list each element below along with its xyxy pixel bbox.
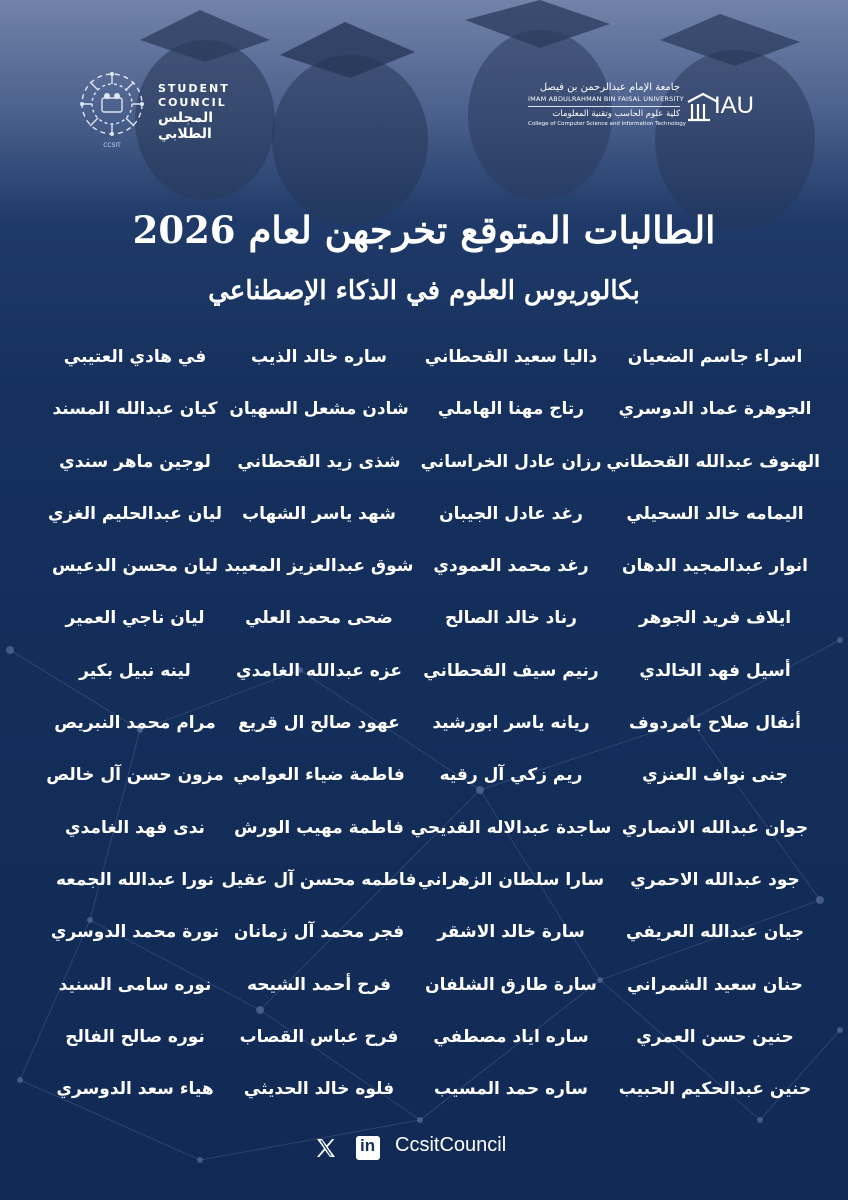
university-abbr: IAU <box>714 92 755 119</box>
university-name-en: IMAM ABDULRAHMAN BIN FAISAL UNIVERSITY <box>528 95 684 103</box>
graduate-name: فرح عباس القصاب <box>239 1026 399 1047</box>
graduate-name: فاطمه محسن آل عقيل <box>221 869 417 890</box>
graduate-name: جود عبدالله الاحمري <box>630 869 800 890</box>
social-handle[interactable]: CcsitCouncil <box>395 1134 507 1156</box>
graduate-name: عزه عبدالله الغامدي <box>235 660 402 681</box>
graduate-name: شذى زيد القحطاني <box>237 451 401 472</box>
graduate-name: حنين عبدالحكيم الحبيب <box>618 1079 812 1100</box>
graduate-name: لوجين ماهر سندي <box>59 451 211 472</box>
graduate-name: انوار عبدالمجيد الدهان <box>621 556 809 577</box>
linkedin-glyph: in <box>360 1136 376 1155</box>
graduate-name: ايلاف فريد الجوهر <box>638 608 792 629</box>
x-icon[interactable] <box>314 1136 338 1160</box>
graduate-name: داليا سعيد القحطاني <box>424 347 598 367</box>
graduate-name: كيان عبدالله المسند <box>52 399 218 420</box>
graduate-name: مزون حسن آل خالص <box>46 765 224 786</box>
logo-divider <box>528 106 680 107</box>
graduate-name: حنان سعيد الشمراني <box>627 974 803 995</box>
graduate-name: الهنوف عبدالله القحطاني <box>606 451 820 472</box>
graduate-name: سارة خالد الاشقر <box>437 922 585 943</box>
graduate-name: ليان ناجي العمير <box>65 608 205 629</box>
graduate-name: جوان عبدالله الانصاري <box>621 817 809 838</box>
emblem-caption: CCSIT <box>103 142 121 149</box>
university-name-ar: جامعة الإمام عبدالرحمن بن فيصل <box>539 82 680 93</box>
graduate-name: رغد عادل الجيبان <box>439 503 583 524</box>
graduate-name: اليمامه خالد السحيلي <box>626 503 804 524</box>
page-subtitle: بكالوريوس العلوم في الذكاء الإصطناعي <box>208 276 640 306</box>
college-name-ar: كلية علوم الحاسب وتقنية المعلومات <box>552 109 680 119</box>
social-footer <box>0 1134 848 1164</box>
linkedin-icon[interactable] <box>356 1136 380 1160</box>
circuit-emblem-icon <box>78 70 146 138</box>
graduate-name: الجوهرة عماد الدوسري <box>618 399 812 420</box>
graduate-name: رزان عادل الخراساني <box>420 451 602 472</box>
graduate-name: ندى فهد الغامدي <box>65 817 205 838</box>
graduate-name: ليان عبدالحليم الغزي <box>47 503 223 524</box>
university-logo <box>528 82 788 142</box>
graduate-name: فلوه خالد الحديثي <box>243 1079 395 1100</box>
council-name-en-line2: COUNCIL <box>158 96 227 109</box>
graduate-name: شادن مشعل السهيان <box>229 399 409 420</box>
graduate-name: ليان محسن الدعيس <box>51 556 219 577</box>
graduate-name: سارا سلطان الزهراني <box>417 869 605 890</box>
graduate-name: ساره خالد الذيب <box>250 347 387 367</box>
graduate-name: ريم زكي آل رقيه <box>439 765 583 786</box>
graduate-name: ريانه ياسر ابورشيد <box>432 713 590 734</box>
graduate-name: مرام محمد النبريص <box>54 713 216 734</box>
names-column-2 <box>406 342 616 1126</box>
graduate-name: ضحى محمد العلي <box>245 608 393 629</box>
graduate-name: اسراء جاسم الضعيان <box>627 347 803 367</box>
graduate-name: شهد ياسر الشهاب <box>242 503 396 524</box>
graduate-name: لينه نبيل بكير <box>79 660 191 681</box>
graduate-name: نورا عبدالله الجمعه <box>55 869 215 890</box>
graduate-name: فاطمة ضياء العوامي <box>233 765 405 786</box>
graduate-name: شوق عبدالعزيز المعيبد <box>224 556 414 577</box>
graduate-name: نوره سامى السنيد <box>58 974 212 995</box>
graduate-name: ساجدة عبدالاله القديحي <box>410 817 612 838</box>
graduate-name: فجر محمد آل زمانان <box>233 922 405 943</box>
graduate-name: حنين حسن العمري <box>636 1026 794 1047</box>
graduate-name: ساره حمد المسيب <box>433 1079 589 1100</box>
graduate-name: سارة طارق الشلفان <box>425 974 597 995</box>
graduate-name: جنى نواف العنزي <box>642 765 788 786</box>
names-column-1 <box>606 342 820 1126</box>
graduate-name: أسيل فهد الخالدي <box>639 660 791 681</box>
graduate-name: عهود صالح ال قريع <box>238 713 400 734</box>
graduate-name: رتاج مهنا الهاملي <box>437 399 585 420</box>
graduate-name: هياء سعد الدوسري <box>56 1079 214 1100</box>
graduate-name: نوره صالح الفالح <box>65 1026 205 1047</box>
graduate-name: ساره اياد مصطفي <box>433 1026 589 1047</box>
page-title: الطالبات المتوقع تخرجهن لعام 2026 <box>132 208 716 252</box>
names-column-4 <box>30 342 240 1126</box>
graduate-name: في هادي العتيبي <box>63 347 207 367</box>
council-name-ar-line1: المجلس <box>158 110 214 126</box>
council-name-en-line1: STUDENT <box>158 82 230 95</box>
student-council-logo <box>78 70 238 150</box>
graduate-name: رغد محمد العمودي <box>433 556 589 577</box>
council-name-ar-line2: الطلابي <box>158 126 212 142</box>
graduate-name: جيان عبدالله العريفي <box>626 922 804 943</box>
graduate-name: رناد خالد الصالح <box>445 608 577 629</box>
graduate-name: فرح أحمد الشيحه <box>246 974 392 995</box>
names-column-3 <box>214 342 424 1126</box>
college-name-en: College of Computer Science and Information Technology <box>528 121 686 127</box>
graduate-name: رنيم سيف القحطاني <box>423 660 599 681</box>
graduate-name: أنفال صلاح بامردوف <box>629 713 801 734</box>
graduate-name: فاطمة مهيب الورش <box>234 817 404 838</box>
graduate-name: نورة محمد الدوسري <box>50 922 220 943</box>
